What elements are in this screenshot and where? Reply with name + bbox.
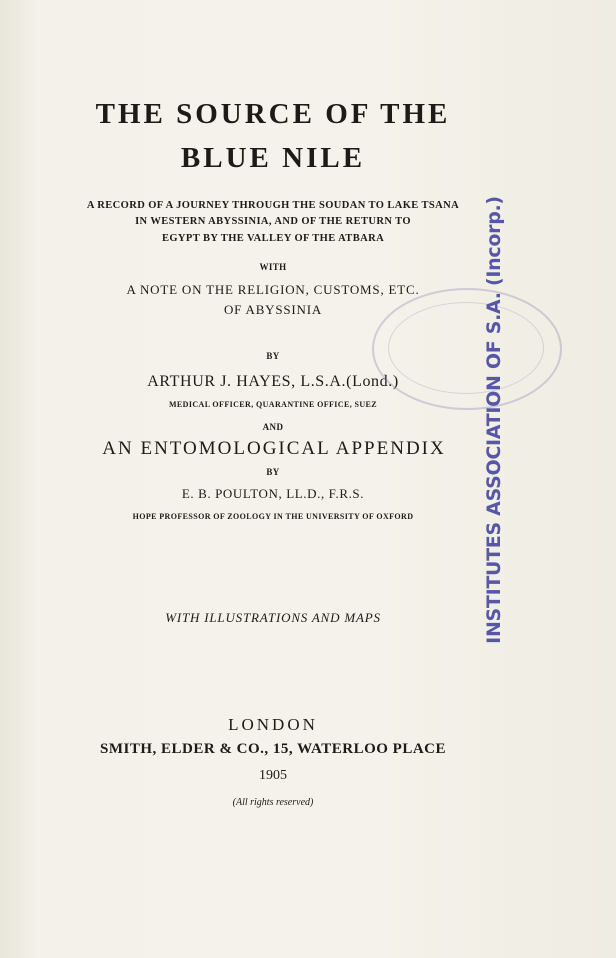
subtitle-line-3: EGYPT BY THE VALLEY OF THE ATBARA: [161, 233, 385, 244]
by-label-2: BY: [266, 467, 280, 477]
note-line-1: A NOTE ON THE RELIGION, CUSTOMS, ETC.: [126, 282, 420, 297]
second-author-name: E. B. POULTON, LL.D., F.R.S.: [181, 486, 365, 501]
author-name: ARTHUR J. HAYES, L.S.A.(Lond.): [147, 373, 399, 390]
rights-notice: (All rights reserved): [232, 797, 314, 808]
note-line-2: OF ABYSSINIA: [223, 302, 323, 317]
with-label: WITH: [259, 262, 287, 272]
subtitle-line-1: A RECORD OF A JOURNEY THROUGH THE SOUDAN TO LAKE TSANA: [86, 200, 460, 211]
imprint-year: 1905: [259, 768, 287, 783]
imprint-publisher: SMITH, ELDER & CO., 15, WATERLOO PLACE: [100, 741, 446, 757]
by-label: BY: [266, 351, 280, 361]
illustrations-note: WITH ILLUSTRATIONS AND MAPS: [165, 610, 381, 625]
author-role: MEDICAL OFFICER, QUARANTINE OFFICE, SUEZ: [168, 400, 378, 409]
library-stamp-text: INSTITUTES ASSOCIATION OF S.A. (Incorp.): [483, 196, 505, 644]
second-author-role: HOPE PROFESSOR OF ZOOLOGY IN THE UNIVERSITY OF OXFORD: [132, 512, 414, 521]
faint-circular-stamp: [372, 288, 562, 410]
faint-circular-stamp-ring: [388, 302, 544, 394]
and-label: AND: [262, 422, 284, 432]
imprint-city: LONDON: [228, 715, 318, 734]
title-line-2: BLUE NILE: [180, 142, 366, 174]
subtitle-line-2: IN WESTERN ABYSSINIA, AND OF THE RETURN TO: [135, 216, 411, 227]
title-line-1: THE SOURCE OF THE: [95, 98, 451, 130]
appendix-title: AN ENTOMOLOGICAL APPENDIX: [102, 438, 446, 459]
